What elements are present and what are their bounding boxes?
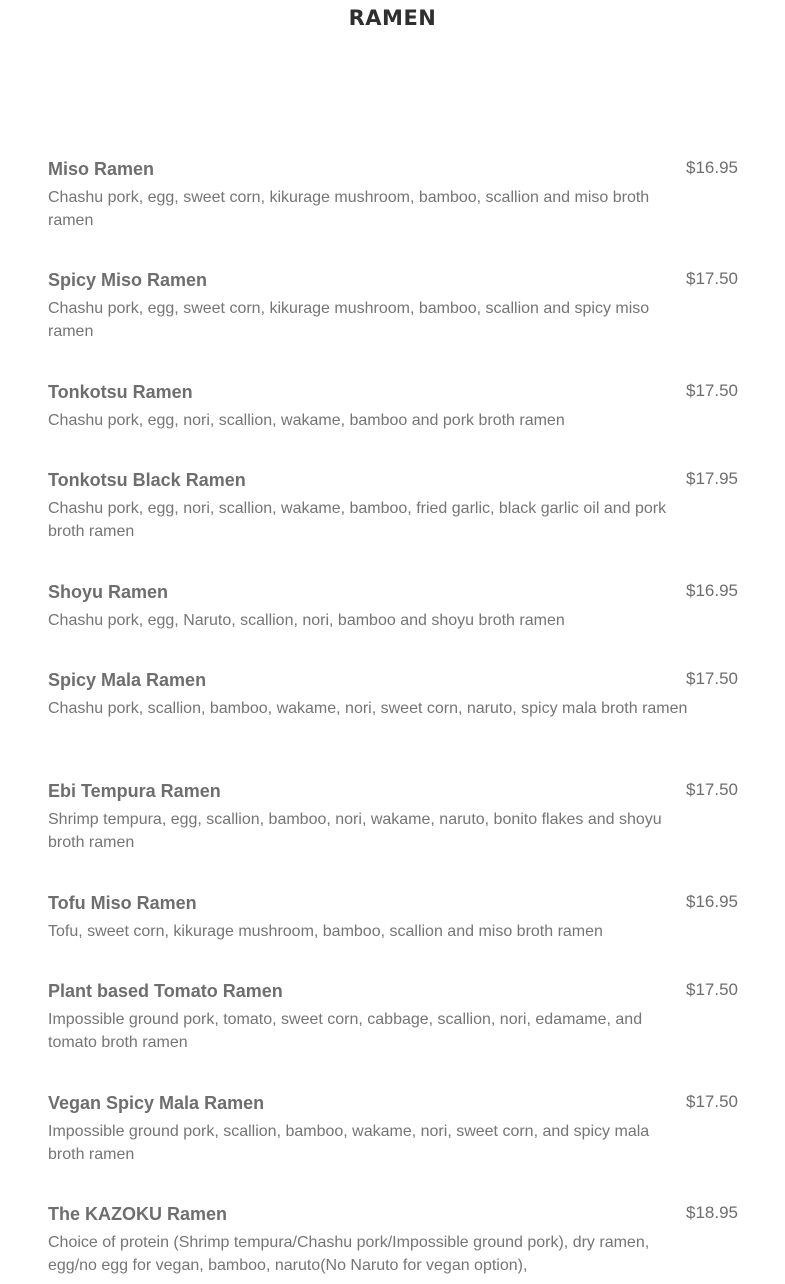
item-name: Miso Ramen (48, 159, 155, 179)
item-price: $17.95 (686, 469, 738, 488)
page-title: RAMEN (348, 6, 437, 30)
item-price: $17.50 (686, 381, 738, 400)
item-price: $17.50 (686, 980, 738, 999)
item-description: Chashu pork, scallion, bamboo, wakame, nori, sweet corn, naruto, spicy mala broth ramen (48, 700, 688, 717)
item-name: Ebi Tempura Ramen (48, 781, 221, 801)
item-price: $16.95 (686, 892, 738, 911)
item-price: $16.95 (686, 581, 738, 600)
item-price: $17.50 (686, 269, 738, 288)
item-name: The KAZOKU Ramen (48, 1204, 228, 1224)
item-name: Plant based Tomato Ramen (48, 981, 283, 1001)
item-description: Choice of protein (Shrimp tempura/Chashu pork/Impossible ground pork), dry ramen, egg/no egg for vegan, bamboo, naruto(No Naruto for vegan option), (48, 1234, 650, 1274)
item-description: Impossible ground pork, scallion, bamboo, wakame, nori, sweet corn, and spicy mala broth ramen (48, 1123, 650, 1163)
item-name: Spicy Miso Ramen (48, 270, 208, 290)
item-price: $17.50 (686, 1092, 738, 1111)
item-price: $17.50 (686, 780, 738, 799)
item-name: Shoyu Ramen (48, 582, 169, 602)
item-description: Impossible ground pork, tomato, sweet corn, cabbage, scallion, nori, edamame, and tomato broth ramen (48, 1011, 643, 1051)
item-description: Tofu, sweet corn, kikurage mushroom, bamboo, scallion and miso broth ramen (48, 923, 603, 940)
item-description: Chashu pork, egg, Naruto, scallion, nori, bamboo and shoyu broth ramen (48, 612, 565, 629)
item-price: $18.95 (686, 1203, 738, 1222)
item-name: Vegan Spicy Mala Ramen (48, 1093, 265, 1113)
item-name: Tofu Miso Ramen (48, 893, 197, 913)
item-description: Chashu pork, egg, nori, scallion, wakame, bamboo and pork broth ramen (48, 412, 565, 429)
item-description: Chashu pork, egg, sweet corn, kikurage mushroom, bamboo, scallion and miso broth ramen (48, 189, 650, 229)
item-description: Chashu pork, egg, nori, scallion, wakame, bamboo, fried garlic, black garlic oil and pork broth ramen (48, 500, 667, 540)
item-price: $16.95 (686, 158, 738, 177)
item-name: Tonkotsu Black Ramen (48, 470, 246, 490)
item-description: Chashu pork, egg, sweet corn, kikurage mushroom, bamboo, scallion and spicy miso ramen (48, 300, 650, 340)
item-name: Tonkotsu Ramen (48, 382, 193, 402)
item-name: Spicy Mala Ramen (48, 670, 207, 690)
item-price: $17.50 (686, 669, 738, 688)
item-description: Shrimp tempura, egg, scallion, bamboo, nori, wakame, naruto, bonito flakes and shoyu broth ramen (48, 811, 662, 851)
